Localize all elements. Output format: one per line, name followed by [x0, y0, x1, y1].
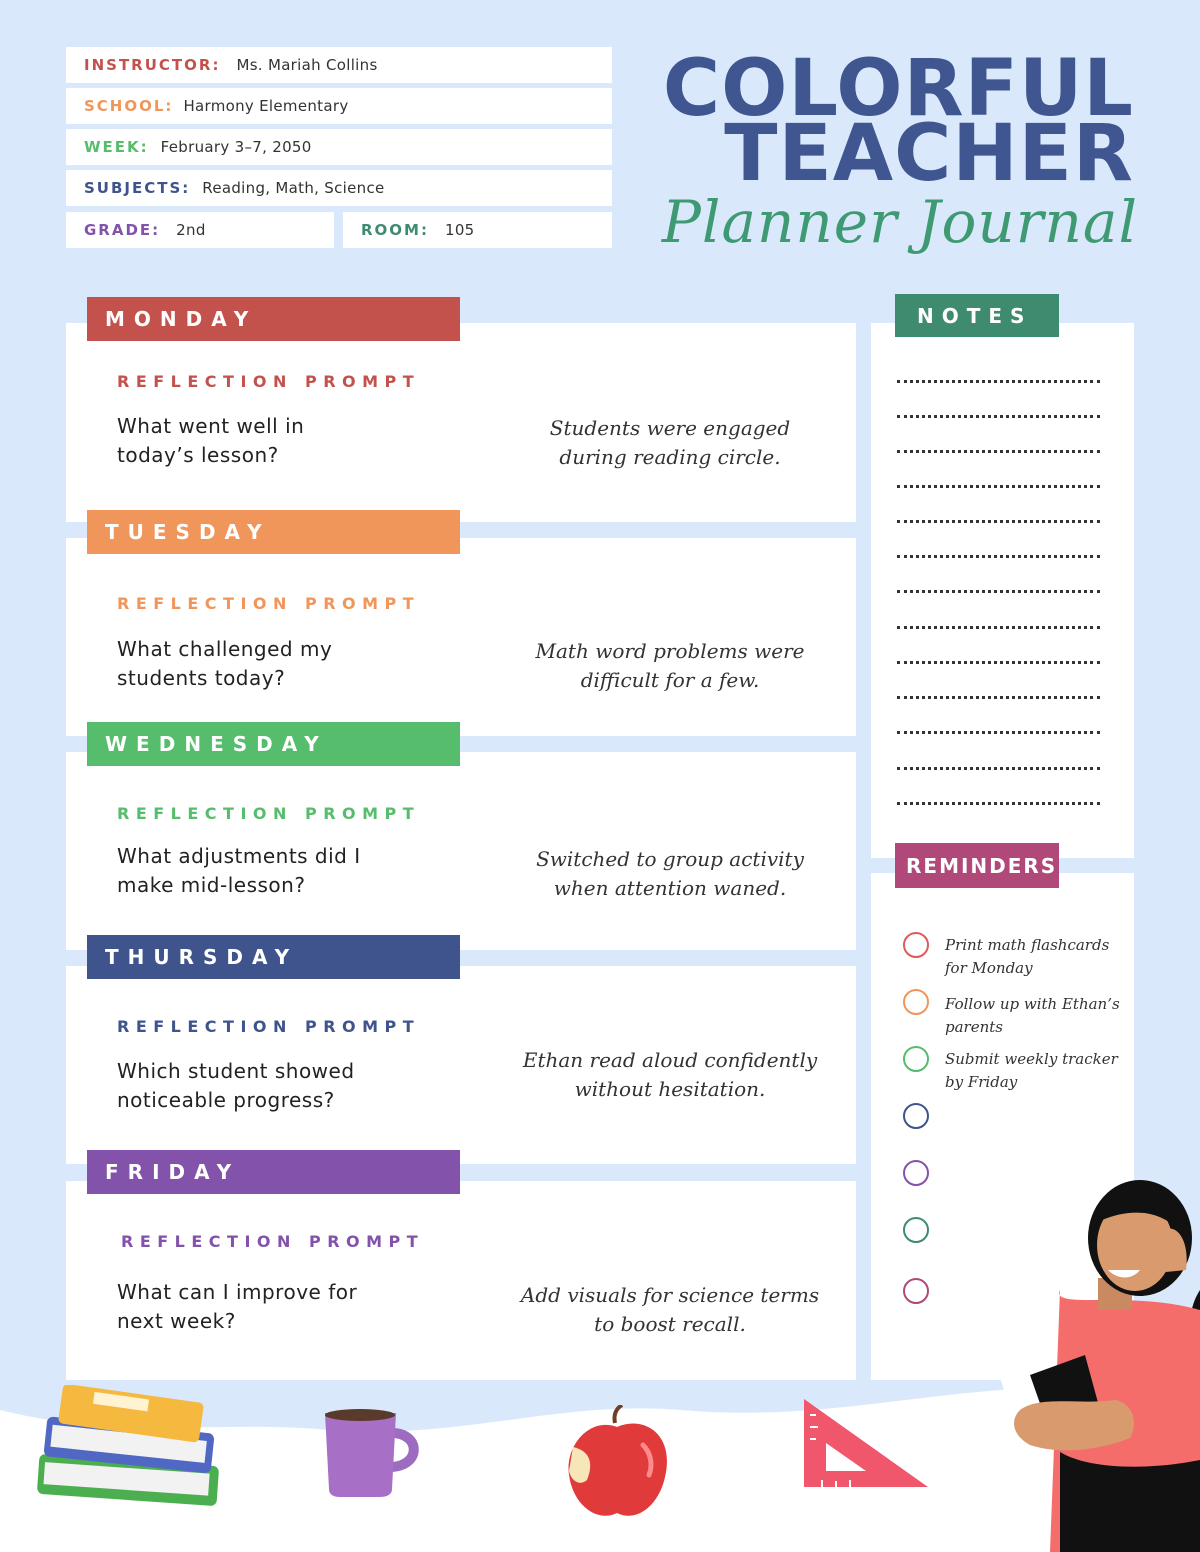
tuesday-tab: TUESDAY [87, 510, 460, 554]
apple-illustration [565, 1405, 675, 1525]
books-illustration [30, 1385, 230, 1517]
notes-line [897, 661, 1100, 664]
grade-row [66, 212, 334, 248]
grade-value: 2nd [176, 221, 206, 239]
wednesday-prompt-label: REFLECTION PROMPT [117, 804, 421, 823]
reminder-text: Print math flashcards for Monday [945, 936, 1110, 977]
school-label: SCHOOL: [84, 97, 174, 115]
notes-line [897, 626, 1100, 629]
school-value: Harmony Elementary [183, 97, 349, 115]
notes-line [897, 520, 1100, 523]
notes-line [897, 415, 1100, 418]
subjects-label: SUBJECTS: [84, 179, 191, 197]
reminders-tab: REMINDERS [895, 843, 1059, 888]
room-row [343, 212, 612, 248]
room-label: ROOM: [361, 221, 429, 239]
title-script: Planner Journal [661, 188, 1138, 256]
reminder-checkbox[interactable] [903, 1278, 929, 1304]
tuesday-prompt-label: REFLECTION PROMPT [117, 594, 421, 613]
friday-question: What can I improve for next week? [117, 1280, 358, 1333]
monday-tab: MONDAY [87, 297, 460, 341]
reminder-checkbox[interactable] [903, 1046, 929, 1072]
reminder-text: Follow up with Ethan’s parents [945, 995, 1120, 1036]
notes-line [897, 767, 1100, 770]
school-row [66, 88, 612, 124]
thursday-answer: Ethan read aloud confidently without hesitation. [522, 1048, 818, 1101]
thursday-tab: THURSDAY [87, 935, 460, 979]
friday-answer: Add visuals for science terms to boost recall. [520, 1283, 820, 1336]
subjects-row [66, 170, 612, 206]
reminder-checkbox[interactable] [903, 989, 929, 1015]
monday-prompt-label: REFLECTION PROMPT [117, 372, 421, 391]
teacher-illustration [990, 1170, 1200, 1552]
tuesday-answer: Math word problems were difficult for a few. [535, 639, 805, 692]
wednesday-tab: WEDNESDAY [87, 722, 460, 766]
notes-line [897, 731, 1100, 734]
reminder-checkbox[interactable] [903, 932, 929, 958]
notes-line [897, 590, 1100, 593]
friday-prompt-label: REFLECTION PROMPT [121, 1232, 425, 1251]
notes-line [897, 696, 1100, 699]
instructor-label: INSTRUCTOR: [84, 56, 221, 74]
room-value: 105 [444, 221, 475, 239]
wednesday-answer: Switched to group activity when attention waned. [536, 847, 804, 900]
notes-line [897, 802, 1100, 805]
notes-line [897, 485, 1100, 488]
tuesday-question: What challenged my students today? [117, 637, 333, 690]
reminder-checkbox[interactable] [903, 1160, 929, 1186]
instructor-value: Ms. Mariah Collins [236, 56, 378, 74]
grade-label: GRADE: [84, 221, 161, 239]
notes-line [897, 450, 1100, 453]
week-value: February 3–7, 2050 [160, 138, 312, 156]
monday-answer: Students were engaged during reading circle. [549, 416, 791, 469]
monday-question: What went well in today’s lesson? [117, 414, 305, 467]
reminder-checkbox[interactable] [903, 1217, 929, 1243]
notes-tab: NOTES [895, 294, 1059, 337]
thursday-prompt-label: REFLECTION PROMPT [117, 1017, 421, 1036]
title-line1: COLORFUL [662, 44, 1134, 134]
triangle-ruler-illustration [800, 1395, 932, 1490]
subjects-value: Reading, Math, Science [202, 179, 385, 197]
week-label: WEEK: [84, 138, 149, 156]
friday-tab: FRIDAY [87, 1150, 460, 1194]
reminder-checkbox[interactable] [903, 1103, 929, 1129]
thursday-question: Which student showed noticeable progress? [117, 1059, 355, 1112]
wednesday-question: What adjustments did I make mid-lesson? [117, 844, 361, 897]
week-row [66, 129, 612, 165]
title-line2: TEACHER [724, 109, 1134, 199]
notes-line [897, 555, 1100, 558]
reminder-text: Submit weekly tracker by Friday [945, 1050, 1118, 1091]
notes-line [897, 380, 1100, 383]
mug-illustration [320, 1405, 425, 1500]
instructor-row [66, 47, 612, 83]
